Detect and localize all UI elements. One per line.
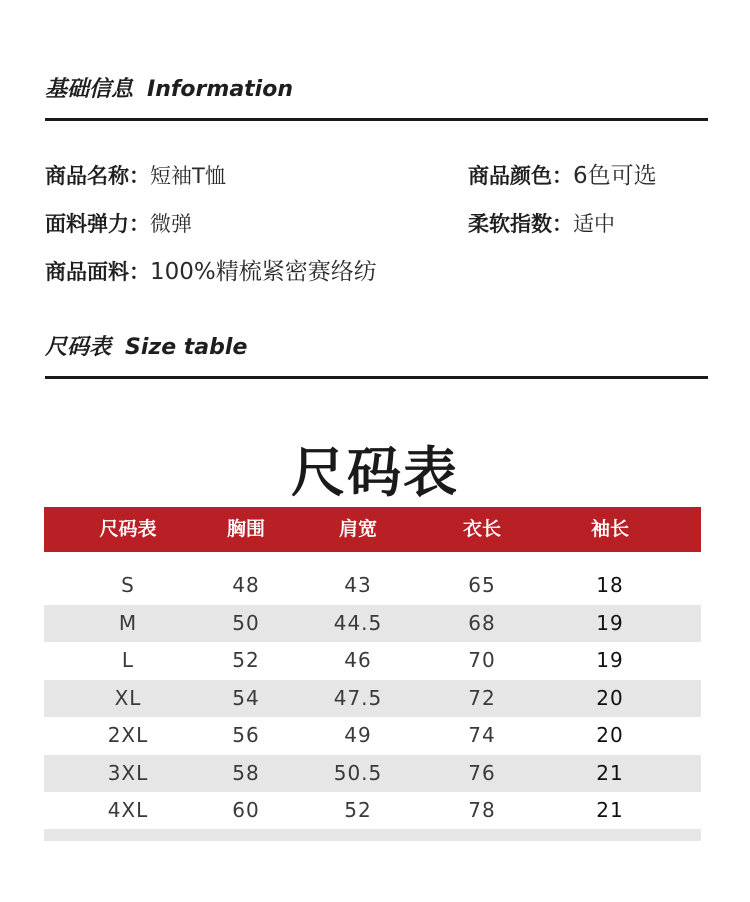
cell-sleeve: 19 [596,610,624,635]
cell-shoulder: 49 [344,723,372,747]
cell-chest: 50 [232,610,260,635]
elasticity-label: 面料弹力： [45,212,150,236]
cell-sleeve: 20 [596,685,624,710]
size-table-header [44,507,701,552]
cell-length: 74 [468,723,496,747]
cell-length: 70 [468,648,496,672]
cell-sleeve: 19 [596,648,624,672]
cell-size: 4XL [107,798,149,822]
table-row [44,755,701,792]
cell-shoulder: 52 [344,798,372,822]
cell-size: S [121,573,135,597]
cell-size: M [118,610,138,635]
cell-length: 68 [468,610,496,635]
fabric-row [45,258,377,286]
cell-size: 3XL [107,760,149,785]
product-color-value: 6色可选 [573,163,657,189]
size-heading-cn: 尺码表 [45,335,112,360]
table-row [44,642,701,679]
cell-size: XL [114,685,142,710]
column-header-chest: 胸围 [226,518,265,540]
cell-size: L [121,648,135,672]
column-header-shoulder: 肩宽 [338,518,377,540]
elasticity-row [45,210,192,238]
cell-chest: 58 [232,760,260,785]
product-name-row [45,162,226,190]
table-row [44,605,701,642]
cell-shoulder: 50.5 [333,760,383,785]
column-header-sleeve: 袖长 [590,518,629,540]
table-row [44,680,701,717]
cell-sleeve: 21 [596,760,624,785]
size-table-tail-stripe [44,829,701,841]
table-row [44,792,701,829]
cell-chest: 60 [232,798,260,822]
size-divider [45,376,708,379]
cell-length: 76 [468,760,496,785]
cell-shoulder: 46 [344,648,372,672]
cell-sleeve: 18 [596,573,624,597]
cell-shoulder: 47.5 [333,685,383,710]
cell-chest: 52 [232,648,260,672]
product-name-label: 商品名称： [45,164,150,188]
size-heading-en: Size table [125,335,248,360]
fabric-label: 商品面料： [45,260,150,284]
cell-size: 2XL [107,723,149,747]
cell-chest: 54 [232,685,260,710]
cell-shoulder: 43 [344,573,372,597]
product-color-row [468,162,657,190]
cell-chest: 48 [232,573,260,597]
info-heading-cn: 基础信息 [45,77,134,102]
cell-shoulder: 44.5 [333,610,383,635]
cell-chest: 56 [232,723,260,747]
product-color-label: 商品颜色： [468,164,573,188]
cell-sleeve: 21 [596,798,624,822]
elasticity-value: 微弹 [150,212,192,236]
column-header-length: 衣长 [462,518,501,540]
cell-length: 65 [468,573,496,597]
softness-label: 柔软指数： [468,212,573,236]
cell-sleeve: 20 [596,723,624,747]
fabric-value: 100%精梳紧密赛络纺 [150,259,377,285]
cell-length: 78 [468,798,496,822]
size-table-title: 尺码表 [291,441,459,504]
table-row [44,717,701,754]
column-header-size: 尺码表 [99,518,157,540]
size-section-heading [45,330,247,361]
info-heading-en: Information [147,77,294,102]
product-name-value: 短袖T恤 [150,164,226,188]
info-section-heading [45,72,293,103]
softness-value: 适中 [573,212,615,236]
table-row [44,567,701,604]
cell-length: 72 [468,685,496,710]
info-divider [45,118,708,121]
softness-row [468,210,615,238]
